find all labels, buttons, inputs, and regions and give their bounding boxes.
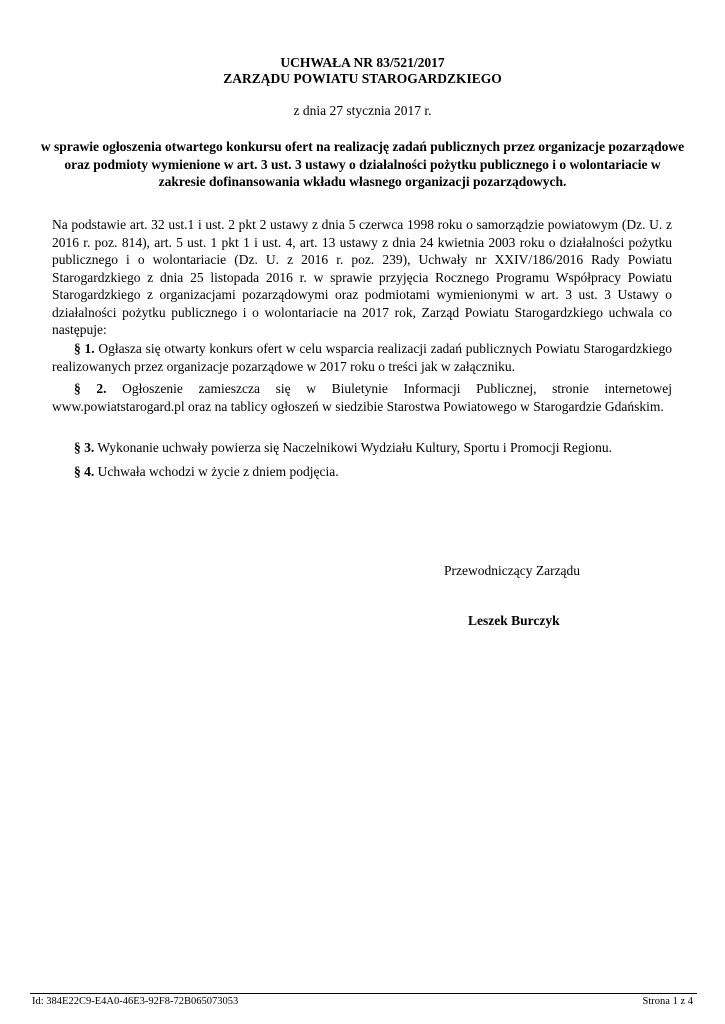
section-2 <box>52 380 672 415</box>
document-date: z dnia 27 stycznia 2017 r. <box>293 103 432 118</box>
section-4 <box>52 463 672 481</box>
section-1 <box>52 340 672 375</box>
section-number: § 1. <box>74 341 95 356</box>
section-text: Ogłoszenie zamieszcza się w Biuletynie Informacji Publicznej, stronie internetowej www.powiatstarogard.pl oraz na tablicy ogłoszeń w siedzibie Starostwa Powiatowego w Starogardzie Gdańskim. <box>52 381 672 414</box>
document-title-line2: ZARZĄDU POWIATU STAROGARDZKIEGO <box>223 71 502 86</box>
document-id: Id: 384E22C9-E4A0-46E3-92F8-72B065073053 <box>32 996 239 1007</box>
section-text: Wykonanie uchwały powierza się Naczelnikowi Wydziału Kultury, Sportu i Promocji Regionu. <box>97 440 613 455</box>
section-number: § 4. <box>74 464 95 479</box>
section-text: Uchwała wchodzi w życie z dniem podjęcia. <box>97 464 339 479</box>
document-subject: w sprawie ogłoszenia otwartego konkursu ofert na realizację zadań publicznych przez organizacje pozarządowe oraz podmioty wymienione w art. 3 ust. 3 ustawy o działalności pożytku publicznego i o wolontariacie w zakresie dofinansowania wkładu własnego organizacji pozarządowych. <box>40 139 685 189</box>
footer-divider <box>30 993 697 994</box>
signature-role: Przewodniczący Zarządu <box>444 563 581 578</box>
section-number: § 3. <box>74 440 95 455</box>
page-number: Strona 1 z 4 <box>642 996 693 1007</box>
section-number: § 2. <box>74 381 107 396</box>
signature-name: Leszek Burczyk <box>468 613 560 628</box>
document-title-line1: UCHWAŁA NR 83/521/2017 <box>280 55 445 70</box>
section-3 <box>52 439 672 457</box>
preamble-paragraph: Na podstawie art. 32 ust.1 i ust. 2 pkt 2 ustawy z dnia 5 czerwca 1998 roku o samorządzie powiatowym (Dz. U. z 2016 r. poz. 814), art. 5 ust. 1 pkt 1 i ust. 4, art. 13 ustawy z dnia 24 kwietnia 2003 roku o działalności pożytku publicznego i o wolontariacie (Dz. U. z 2016 r. poz. 239), Uchwały nr XXIV/186/2016 Rady Powiatu Starogardzkiego z dnia 25 listopada 2016 r. w sprawie przyjęcia Rocznego Programu Współpracy Powiatu Starogardzkiego z organizacjami pozarządowymi oraz podmiotami wymienionymi w art. 3 ust. 3 Ustawy o działalności pożytku publicznego i o wolontariacie na 2017 rok, Zarząd Powiatu Starogardzkiego uchwala co następuje: <box>52 217 672 337</box>
section-text: Ogłasza się otwarty konkurs ofert w celu wsparcia realizacji zadań publicznych Powiatu Starogardzkiego realizowanych przez organizacje pozarządowe w 2017 roku o treści jak w załączniku. <box>52 341 673 374</box>
